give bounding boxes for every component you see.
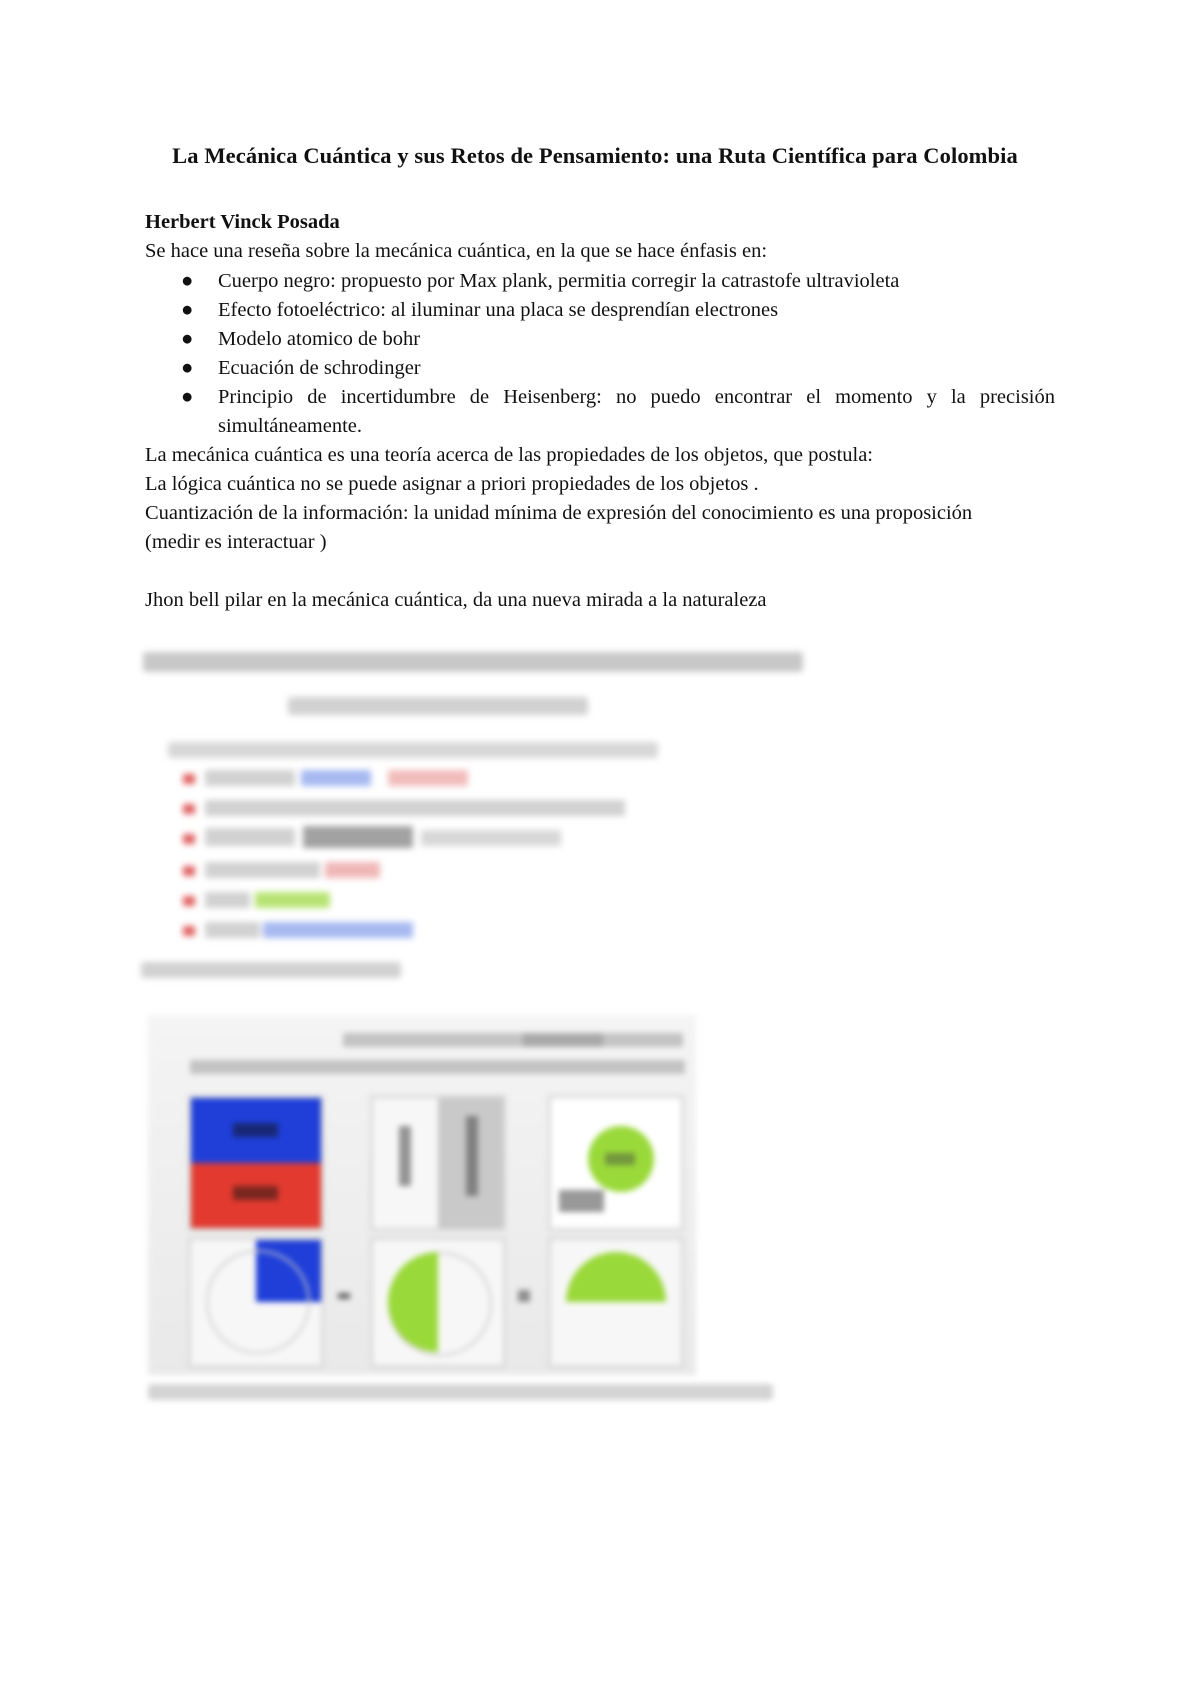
paragraph: Cuantización de la información: la unidad mínima de expresión del conocimiento es una proposición: [145, 502, 973, 524]
paragraph: La mecánica cuántica es una teoría acerca de las propiedades de los objetos, que postula:: [145, 444, 874, 466]
color-square: [188, 1095, 324, 1231]
probability-cell: [188, 1237, 324, 1368]
bullet-icon: ●: [181, 386, 194, 408]
size-square: [548, 1095, 684, 1231]
bullet-icon: ●: [181, 270, 194, 292]
list-item: ● Efecto fotoeléctrico: al iluminar una placa se desprendían electrones: [145, 296, 1055, 325]
bullet-icon: ●: [181, 299, 194, 321]
probability-cell: [370, 1237, 506, 1368]
document-title: La Mecánica Cuántica y sus Retos de Pensamiento: una Ruta Científica para Colombia: [172, 143, 1018, 168]
probability-cell: [548, 1237, 684, 1368]
shape-square: [370, 1095, 506, 1231]
paragraph: Jhon bell pilar en la mecánica cuántica, da una nueva mirada a la naturaleza: [145, 589, 767, 611]
figure-caption: [148, 1384, 773, 1400]
list-item: ● Cuerpo negro: propuesto por Max plank, permitia corregir la catrastofe ultravioleta: [145, 267, 1055, 296]
list-item-line: Principio de incertidumbre de Heisenberg: no puedo encontrar el momento y la precisión: [218, 386, 1055, 408]
paragraph: La lógica cuántica no se puede asignar a priori propiedades de los objetos .: [145, 473, 759, 495]
paragraph: (medir es interactuar ): [145, 531, 327, 553]
intro-text: Se hace una reseña sobre la mecánica cuántica, en la que se hace énfasis en:: [145, 240, 768, 262]
list-item: [145, 383, 1055, 441]
author-name: Herbert Vinck Posada: [145, 211, 340, 233]
emphasis-list: [145, 267, 1055, 441]
list-item: ● Ecuación de schrodinger: [145, 354, 1055, 383]
list-item-line: simultáneamente.: [218, 415, 363, 437]
list-item: ● Modelo atomico de bohr: [145, 325, 1055, 354]
bell-probability-diagram: [148, 1015, 696, 1375]
bell-inequality-image: [143, 652, 823, 1002]
bullet-icon: ●: [181, 328, 194, 350]
bullet-icon: ●: [181, 357, 194, 379]
